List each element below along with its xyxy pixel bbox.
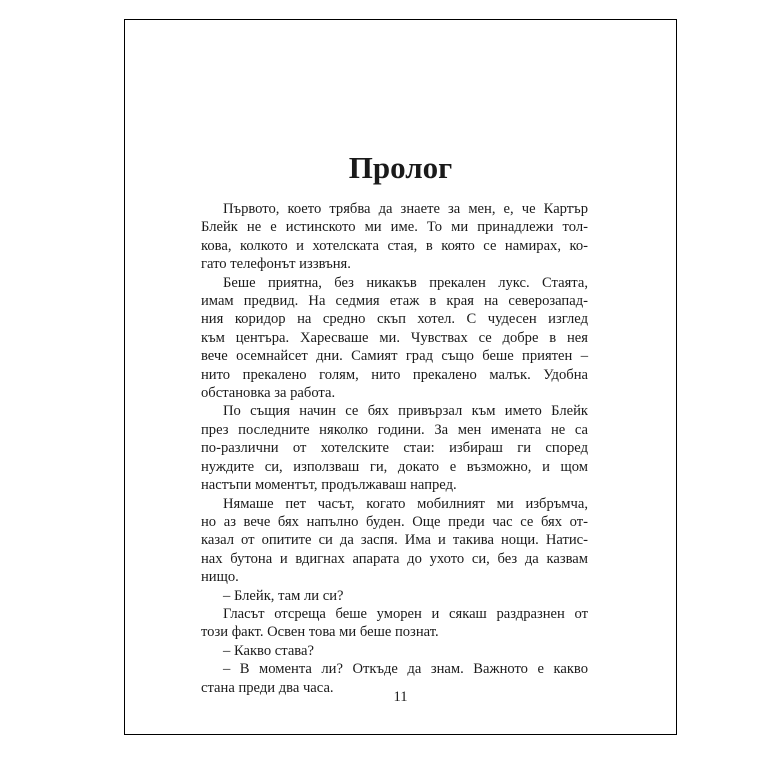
page-number: 11 [393, 689, 408, 705]
text-line: – Какво става? [223, 642, 314, 659]
text-line: вече осемнайсет дни. Самият град също беше приятен – [201, 348, 588, 365]
text-line: Първото, което трябва да знаете за мен, е, че Картър [223, 201, 588, 217]
paragraph [201, 200, 588, 274]
paragraph [201, 274, 588, 403]
text-line: Нямаше пет часът, когато мобилният ми избръмча, [223, 495, 588, 512]
book-page [124, 19, 677, 735]
text-line: нуждите си, използваш ги, докато е възможно, и щом [201, 458, 588, 475]
text-line: гато телефонът иззвъня. [201, 256, 351, 273]
text-line: този факт. Освен това ми беше познат. [201, 624, 439, 641]
text-line: нито прекалено голям, нито прекалено малък. Удобна [201, 366, 588, 383]
paragraph [201, 495, 588, 587]
text-line: – В момента ли? Откъде да знам. Важното е какво [223, 661, 588, 678]
paragraph [201, 402, 588, 494]
text-line: Блейк не е истинското ми име. То ми принадлежи тол- [201, 219, 588, 236]
text-line: но аз вече бях напълно буден. Още преди час се бях от- [201, 513, 588, 530]
paragraph [201, 587, 588, 605]
text-line: нах бутона и вдигнах апарата до ухото си, без да казвам [201, 550, 588, 567]
chapter-title: Пролог [348, 150, 453, 185]
text-line: казал от опитите си да заспя. Има и такива нощи. Натис- [201, 532, 588, 549]
text-line: По същия начин се бях привързал към името Блейк [223, 403, 588, 420]
text-line: през последните няколко години. За мен имената не са [201, 421, 588, 438]
text-line: към центъра. Харесваше ми. Чувствах се добре в нея [201, 329, 588, 346]
text-line: ния коридор на средно скъп хотел. С чудесен изглед [201, 311, 588, 328]
text-line: Беше приятна, без никакъв прекален лукс. Стаята, [223, 274, 588, 291]
text-line: настъпи моментът, продължаваш напред. [201, 477, 457, 494]
text-line: по-различни от хотелските стаи: избираш ги според [201, 440, 588, 457]
text-line: имам предвид. На седмия етаж в края на северозапад- [201, 293, 588, 310]
chapter-body [201, 200, 588, 697]
text-line: кова, колкото и хотелската стая, в която се намирах, ко- [201, 237, 588, 254]
paragraph [201, 605, 588, 642]
text-line: стана преди два часа. [201, 679, 334, 696]
text-line: Гласът отсреща беше уморен и сякаш раздразнен от [223, 605, 588, 622]
text-line: – Блейк, там ли си? [223, 587, 344, 604]
text-line: обстановка за работа. [201, 385, 336, 402]
paragraph [201, 642, 588, 660]
text-line: нищо. [201, 569, 239, 586]
